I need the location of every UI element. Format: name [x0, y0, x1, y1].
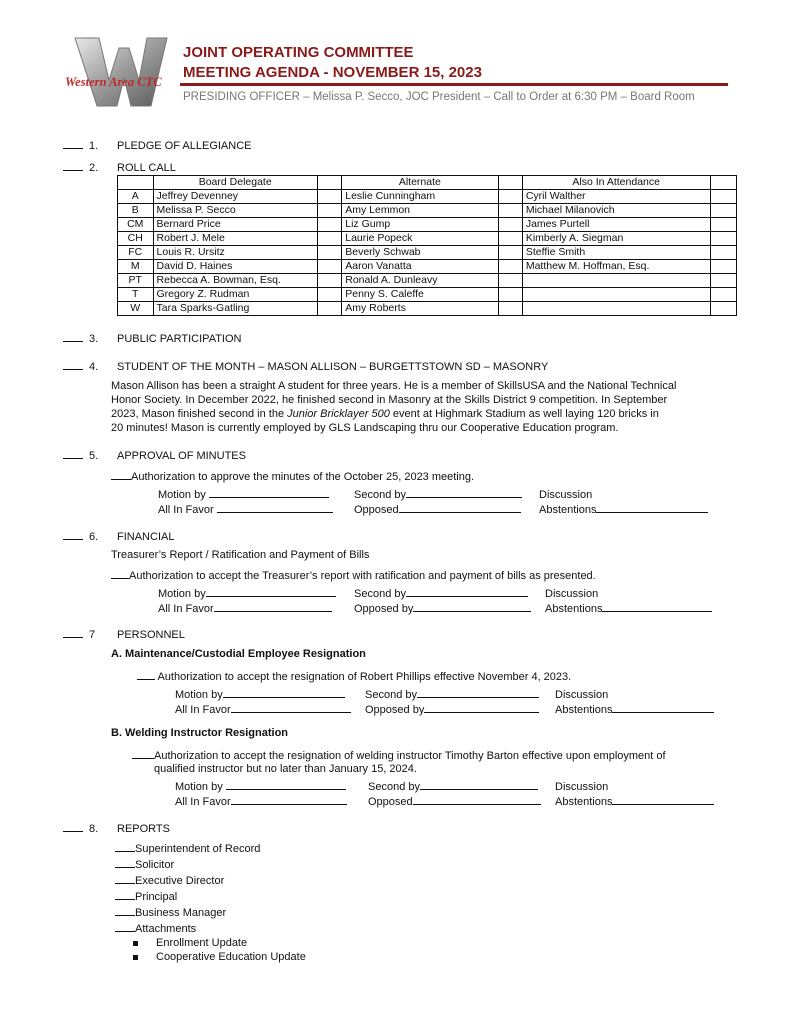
student-of-month-paragraph: Mason Allison has been a straight A student for three years. He is a member of SkillsUSA and the National Technical Honor Society. In December 2022, he finished second in Masonry at the Skills District 9 competition. In September 2023, Mason finished second in the Junior Bricklayer 500 event at Highmark Stadium as well laying 120 bricks in 20 minutes! Mason is currently employed by GLS Landscaping thru our Cooperative Education program. — [111, 380, 677, 434]
check-cell — [710, 260, 736, 274]
check-cell — [317, 302, 341, 316]
agenda-title: MEETING AGENDA - NOVEMBER 15, 2023 — [183, 64, 482, 81]
board-delegate-name: Louis R. Ursitz — [153, 246, 317, 260]
attendee-name: Matthew M. Hoffman, Esq. — [522, 260, 710, 274]
roll-call-row — [118, 274, 737, 288]
alternate-name: Amy Roberts — [342, 302, 498, 316]
check-cell — [498, 190, 522, 204]
western-area-ctc-logo — [63, 34, 175, 108]
district-code: FC — [118, 246, 154, 260]
board-delegate-name: Gregory Z. Rudman — [153, 288, 317, 302]
minutes-authorization: Authorization to approve the minutes of the October 25, 2023 meeting. — [111, 469, 474, 483]
check-cell — [498, 204, 522, 218]
attachment-item: Enrollment Update — [133, 936, 306, 950]
check-cell — [498, 218, 522, 232]
check-cell — [498, 232, 522, 246]
svg-text:Western Area CTC: Western Area CTC — [65, 75, 162, 89]
committee-title: JOINT OPERATING COMMITTEE — [183, 44, 414, 61]
check-cell — [317, 190, 341, 204]
roll-call-table — [117, 175, 737, 316]
check-cell — [317, 246, 341, 260]
welding-resignation-heading: B. Welding Instructor Resignation — [111, 727, 289, 739]
check-cell — [498, 288, 522, 302]
alternate-name: Leslie Cunningham — [342, 190, 498, 204]
attendee-name: Cyril Walther — [522, 190, 710, 204]
board-delegate-name: Robert J. Mele — [153, 232, 317, 246]
board-delegate-name: Jeffrey Devenney — [153, 190, 317, 204]
report-item: Business Manager — [115, 905, 260, 921]
alternate-name: Liz Gump — [342, 218, 498, 232]
attendee-name: James Purtell — [522, 218, 710, 232]
agenda-item-3: 3. PUBLIC PARTICIPATION — [63, 331, 242, 345]
attendee-name: Michael Milanovich — [522, 204, 710, 218]
attachment-item: Cooperative Education Update — [133, 950, 306, 964]
check-cell — [710, 288, 736, 302]
district-code: CH — [118, 232, 154, 246]
check-cell — [498, 260, 522, 274]
agenda-item-4: 4. STUDENT OF THE MONTH – MASON ALLISON – BURGETTSTOWN SD – MASONRY — [63, 359, 548, 373]
roll-call-row — [118, 246, 737, 260]
alternate-name: Ronald A. Dunleavy — [342, 274, 498, 288]
presiding-officer-line: PRESIDING OFFICER – Melissa P. Secco, JOC President – Call to Order at 6:30 PM – Board Room — [183, 91, 695, 103]
board-delegate-name: Melissa P. Secco — [153, 204, 317, 218]
check-cell — [710, 190, 736, 204]
alternate-name: Aaron Vanatta — [342, 260, 498, 274]
bullet-icon — [133, 941, 138, 946]
treasurer-report-heading: Treasurer’s Report / Ratification and Payment of Bills — [111, 549, 370, 561]
financial-motion-block: Motion by Second by Discussion All In Favor Opposed by Abstentions — [158, 586, 712, 616]
reports-list — [115, 841, 260, 937]
check-cell — [710, 218, 736, 232]
check-cell — [710, 204, 736, 218]
check-cell — [317, 260, 341, 274]
roll-call-row — [118, 302, 737, 316]
attendee-name — [522, 288, 710, 302]
attendee-name — [522, 302, 710, 316]
district-code: PT — [118, 274, 154, 288]
check-cell — [317, 218, 341, 232]
check-cell — [710, 302, 736, 316]
header-also-in-attendance: Also In Attendance — [522, 176, 710, 190]
district-code: A — [118, 190, 154, 204]
roll-call-row — [118, 218, 737, 232]
check-cell — [498, 274, 522, 288]
welding-motion-block: Motion by Second by Discussion All In Favor Opposed Abstentions — [175, 779, 714, 809]
bullet-icon — [133, 955, 138, 960]
check-cell — [710, 232, 736, 246]
roll-call-row — [118, 260, 737, 274]
maintenance-authorization: Authorization to accept the resignation of Robert Phillips effective November 4, 2023. — [137, 669, 571, 683]
report-item: Attachments — [115, 921, 260, 937]
financial-authorization: Authorization to accept the Treasurer’s report with ratification and payment of bills as presented. — [111, 568, 596, 582]
attendee-name — [522, 274, 710, 288]
agenda-item-2: 2. ROLL CALL — [63, 160, 176, 174]
check-cell — [710, 274, 736, 288]
check-cell — [317, 204, 341, 218]
report-item: Solicitor — [115, 857, 260, 873]
check-cell — [498, 302, 522, 316]
check-cell — [317, 274, 341, 288]
title-rule — [180, 83, 728, 86]
report-item: Superintendent of Record — [115, 841, 260, 857]
check-cell — [498, 246, 522, 260]
district-code: W — [118, 302, 154, 316]
board-delegate-name: Rebecca A. Bowman, Esq. — [153, 274, 317, 288]
report-item: Principal — [115, 889, 260, 905]
agenda-item-8: 8. REPORTS — [63, 821, 170, 835]
check-cell — [710, 246, 736, 260]
roll-call-row — [118, 232, 737, 246]
board-delegate-name: Tara Sparks-Gatling — [153, 302, 317, 316]
district-code: B — [118, 204, 154, 218]
board-delegate-name: David D. Haines — [153, 260, 317, 274]
attendee-name: Kimberly A. Siegman — [522, 232, 710, 246]
header-board-delegate: Board Delegate — [153, 176, 317, 190]
agenda-item-1: 1. PLEDGE OF ALLEGIANCE — [63, 138, 252, 152]
report-item: Executive Director — [115, 873, 260, 889]
roll-call-row — [118, 288, 737, 302]
attachments-list — [133, 936, 306, 964]
alternate-name: Amy Lemmon — [342, 204, 498, 218]
roll-call-row — [118, 190, 737, 204]
attendee-name: Steffie Smith — [522, 246, 710, 260]
welding-authorization: Authorization to accept the resignation of welding instructor Timothy Barton effective upon employment of qualified instructor but no later than January 15, 2024. — [132, 748, 666, 776]
maintenance-resignation-heading: A. Maintenance/Custodial Employee Resignation — [111, 648, 366, 660]
district-code: CM — [118, 218, 154, 232]
check-cell — [317, 288, 341, 302]
district-code: M — [118, 260, 154, 274]
roll-call-row — [118, 204, 737, 218]
header-alternate: Alternate — [342, 176, 498, 190]
alternate-name: Beverly Schwab — [342, 246, 498, 260]
alternate-name: Laurie Popeck — [342, 232, 498, 246]
district-code: T — [118, 288, 154, 302]
minutes-motion-block: Motion by Second by Discussion All In Favor Opposed Abstentions — [158, 487, 708, 517]
roll-call-header-row — [118, 176, 737, 190]
maintenance-motion-block: Motion by Second by Discussion All In Favor Opposed by Abstentions — [175, 687, 714, 717]
board-delegate-name: Bernard Price — [153, 218, 317, 232]
agenda-item-5: 5. APPROVAL OF MINUTES — [63, 448, 246, 462]
agenda-item-6: 6. FINANCIAL — [63, 529, 174, 543]
alternate-name: Penny S. Caleffe — [342, 288, 498, 302]
check-cell — [317, 232, 341, 246]
agenda-item-7: 7 PERSONNEL — [63, 627, 185, 641]
